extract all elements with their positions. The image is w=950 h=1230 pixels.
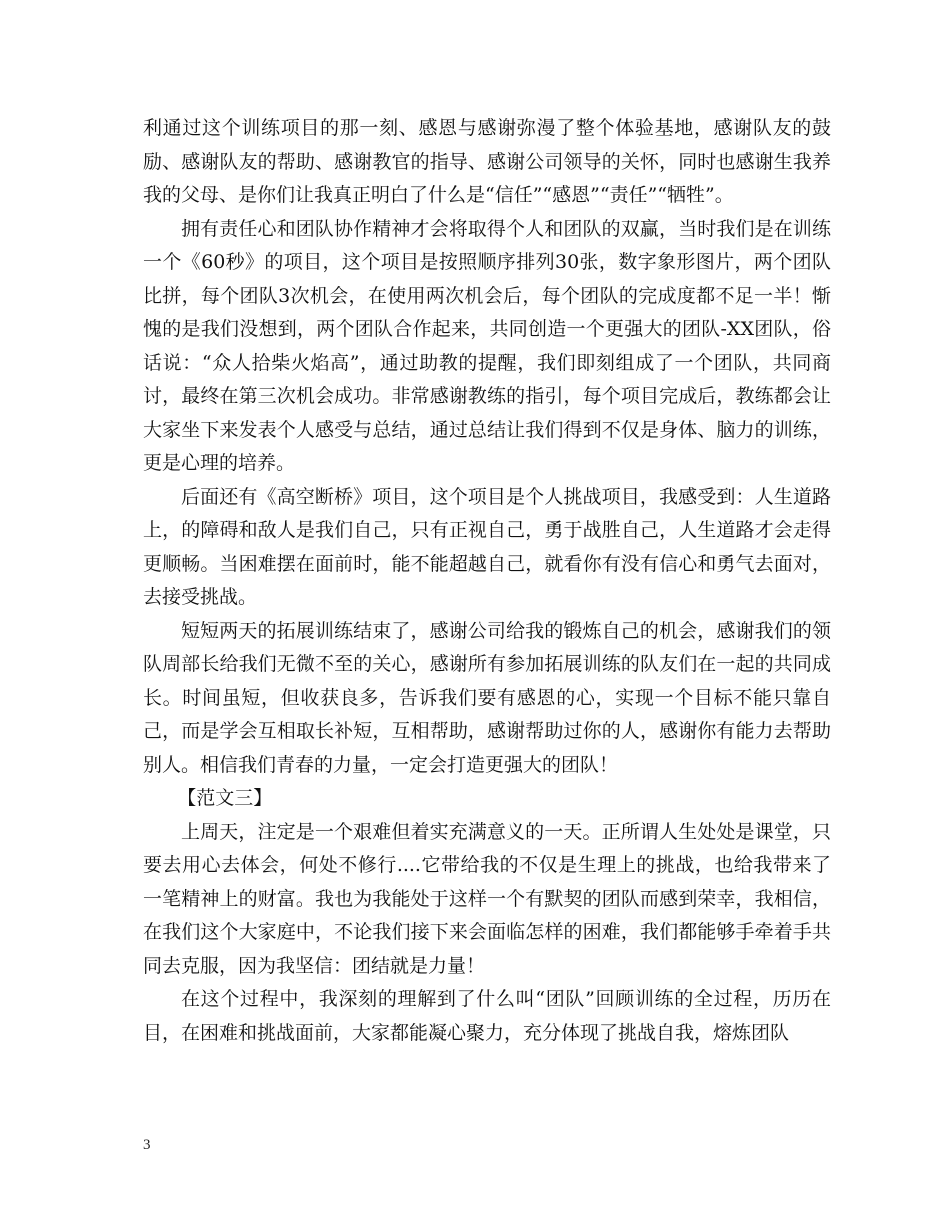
document-body — [143, 112, 831, 1050]
paragraph-teamwork-60-seconds: 拥有责任心和团队协作精神才会将取得个人和团队的双赢，当时我们是在训练一个《60秒》的项目，这个项目是按照顺序排列30张，数字象形图片，两个团队比拼，每个团队3次机会，在使用两次机会后，每个团队的完成度都不足一半！惭愧的是我们没想到，两个团队合作起来，共同创造一个更强大的团队-XX团队，俗话说：“众人拾柴火焰高”，通过助教的提醒，我们即刻组成了一个团队，共同商讨，最终在第三次机会成功。非常感谢教练的指引，每个项目完成后，教练都会让大家坐下来发表个人感受与总结，通过总结让我们得到不仅是身体、脑力的训练，更是心理的培养。 — [143, 217, 831, 474]
paragraph-continuation: 利通过这个训练项目的那一刻、感恩与感谢弥漫了整个体验基地，感谢队友的鼓励、感谢队友的帮助、感谢教官的指导、感谢公司领导的关怀，同时也感谢生我养我的父母、是你们让我真正明白了什么是“信任”“感恩”“责任”“牺牲”。 — [143, 117, 831, 206]
paragraph-team-process: 在这个过程中，我深刻的理解到了什么叫“团队”回顾训练的全过程，历历在目，在困难和挑战面前，大家都能凝心聚力，充分体现了挑战自我，熔炼团队 — [143, 988, 831, 1044]
paragraph-conclusion: 短短两天的拓展训练结束了，感谢公司给我的锻炼自己的机会，感谢我们的领队周部长给我们无微不至的关心，感谢所有参加拓展训练的队友们在一起的共同成长。时间虽短，但收获良多，告诉我们要有感恩的心，实现一个目标不能只靠自己，而是学会互相取长补短，互相帮助，感谢帮助过你的人，感谢你有能力去帮助别人。相信我们青春的力量，一定会打造更强大的团队！ — [143, 619, 831, 776]
paragraph-last-sunday: 上周天，注定是一个艰难但着实充满意义的一天。正所谓人生处处是课堂，只要去用心去体会，何处不修行....它带给我的不仅是生理上的挑战，也给我带来了一笔精神上的财富。我也为我能处于这样一个有默契的团队而感到荣幸，我相信，在我们这个大家庭中，不论我们接下来会面临怎样的困难，我们都能够手牵着手共同去克服，因为我坚信：团结就是力量！ — [143, 820, 831, 977]
section-heading: 【范文三】 — [177, 787, 273, 809]
paragraph-high-bridge: 后面还有《高空断桥》项目，这个项目是个人挑战项目，我感受到：人生道路上，的障碍和敌人是我们自己，只有正视自己，勇于战胜自己，人生道路才会走得更顺畅。当困难摆在面前时，能不能超越自己，就看你有没有信心和勇气去面对，去接受挑战。 — [143, 485, 831, 608]
page-number: 3 — [143, 1137, 151, 1153]
